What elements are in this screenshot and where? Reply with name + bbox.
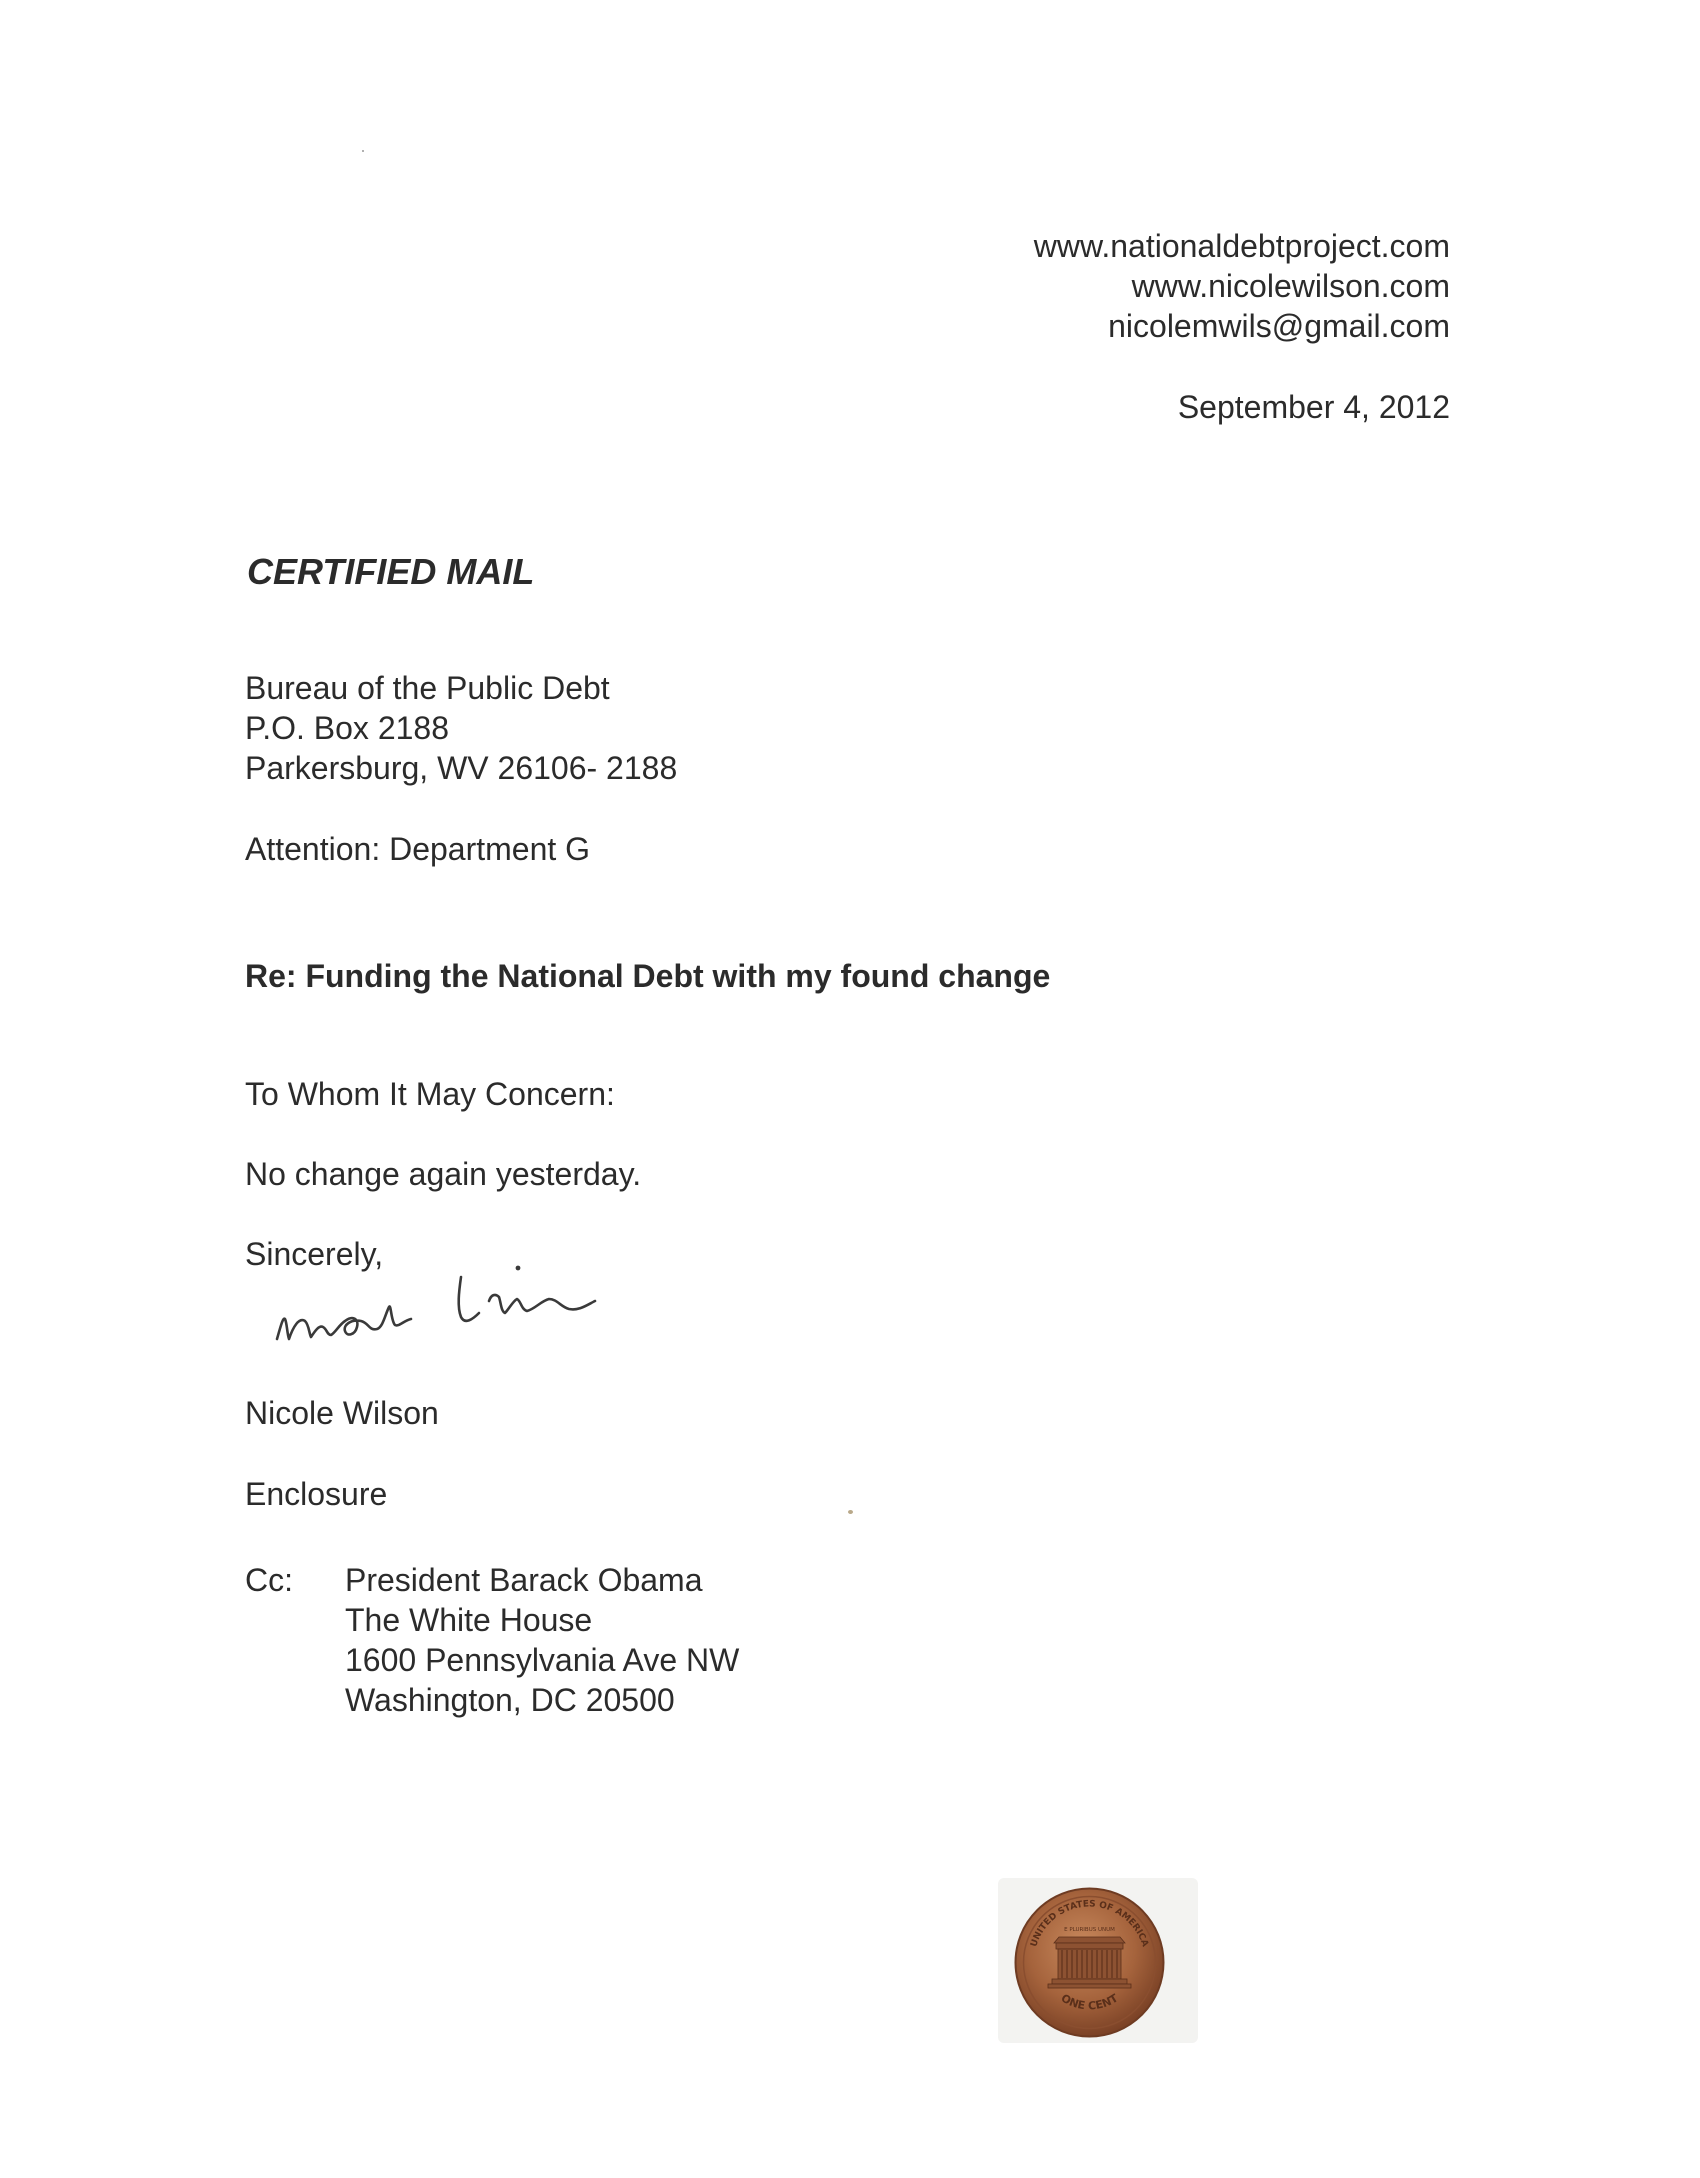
contact-block (1034, 226, 1450, 346)
signature-image (265, 1255, 685, 1365)
recipient-line: Bureau of the Public Debt (245, 670, 610, 706)
cc-line: President Barack Obama (345, 1562, 703, 1598)
body-message (245, 1154, 641, 1194)
contact-website-personal: www.nicolewilson.com (1131, 268, 1450, 304)
subject-line: Re: Funding the National Debt with my found change (245, 958, 1051, 994)
recipient-address (245, 668, 677, 788)
penny-coin-image (1012, 1885, 1167, 2040)
sender-name-text: Nicole Wilson (245, 1395, 439, 1431)
cc-address (345, 1560, 739, 1720)
cc-line: 1600 Pennsylvania Ave NW (345, 1642, 740, 1678)
svg-text:UNITED STATES OF AMERICA: UNITED STATES OF AMERICA (1029, 1899, 1150, 1949)
body-message-text: No change again yesterday. (245, 1156, 642, 1192)
recipient-line: P.O. Box 2188 (245, 710, 449, 746)
sender-name (245, 1393, 439, 1433)
contact-email: nicolemwils@gmail.com (1108, 308, 1450, 344)
cc-line: The White House (345, 1602, 593, 1638)
attention-text: Attention: Department G (245, 831, 591, 867)
enclosure-text: Enclosure (245, 1476, 388, 1512)
contact-website-project: www.nationaldebtproject.com (1033, 228, 1450, 264)
scan-speck (362, 150, 364, 152)
scan-speck (848, 1510, 853, 1514)
svg-text:ONE CENT: ONE CENT (1058, 1991, 1121, 2013)
cc-label: Cc: (245, 1562, 293, 1598)
cc-line: Washington, DC 20500 (345, 1682, 675, 1718)
closing-text: Sincerely, (245, 1236, 384, 1272)
attention-line (245, 829, 590, 869)
svg-text:E PLURIBUS UNUM: E PLURIBUS UNUM (1064, 1927, 1115, 1933)
salutation-text: To Whom It May Concern: (245, 1076, 615, 1112)
enclosure-note (245, 1474, 387, 1514)
recipient-line: Parkersburg, WV 26106- 2188 (245, 750, 678, 786)
letter-date: September 4, 2012 (1177, 389, 1450, 425)
salutation (245, 1074, 615, 1114)
delivery-method: CERTIFIED MAIL (247, 551, 535, 592)
